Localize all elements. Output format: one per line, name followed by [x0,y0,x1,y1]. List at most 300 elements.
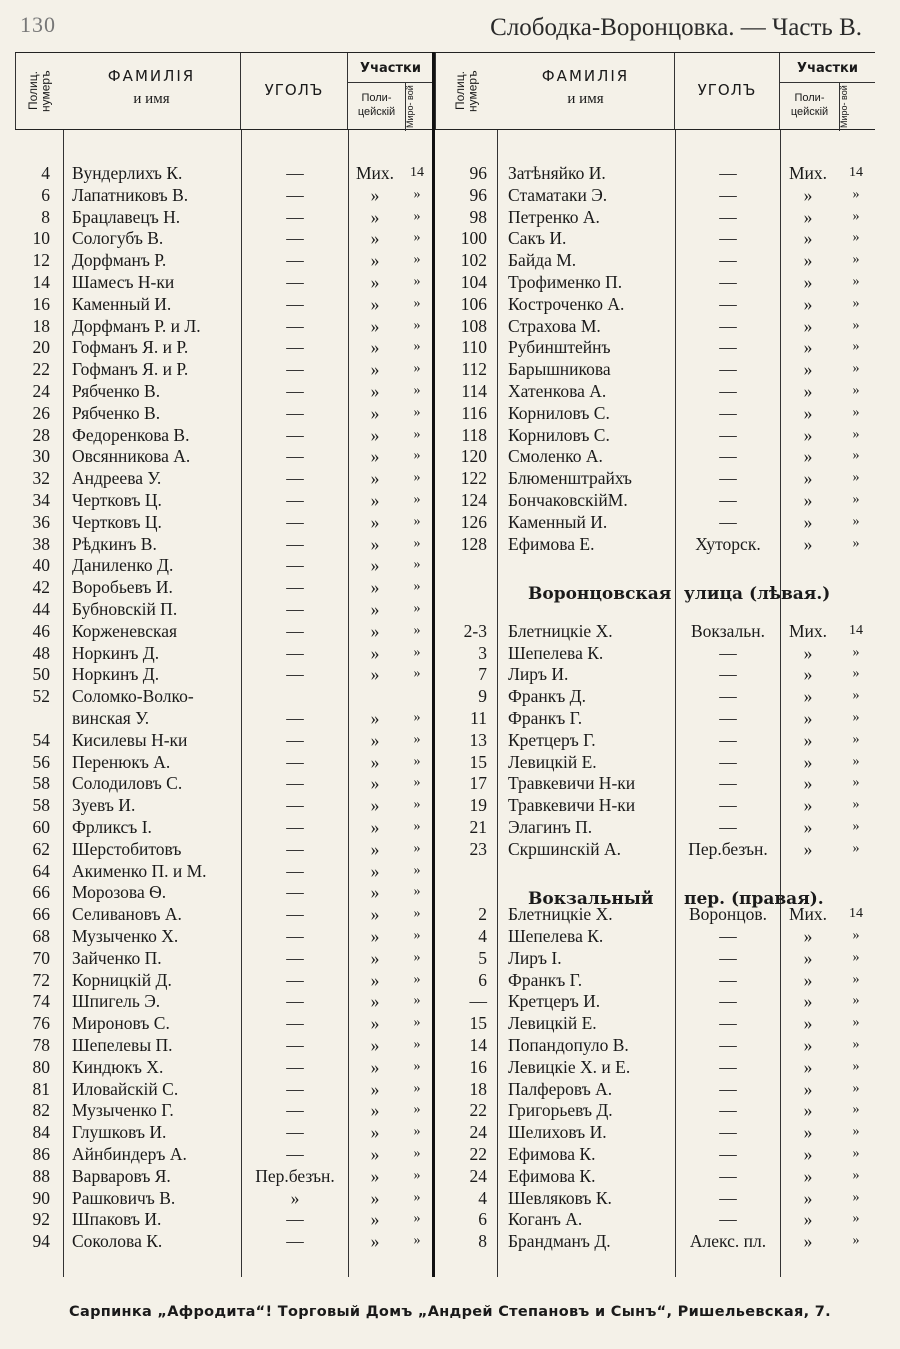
cell-district: » [370,991,380,1012]
cell-num: 19 [469,795,487,816]
cell-num: 100 [460,228,487,249]
cell-corner: — [286,1078,304,1099]
cell-name: Киндюкъ Х. [72,1056,164,1077]
cell-num: 116 [461,402,487,423]
cell-corner: — [286,315,304,336]
cell-mirovoy: » [413,230,421,246]
cell-num: 14 [469,1035,487,1055]
street-heading-suffix: пер. (правая). [684,889,824,910]
cell-name: Шпаковъ И. [72,1209,162,1230]
cell-num: 24 [32,381,50,401]
header-number: Полиц. нумеръ [15,53,63,129]
cell-name: Левицкій Е. [508,1013,597,1034]
cell-name: Кисилевы Н-ки [72,729,188,750]
cell-district: » [803,1122,813,1143]
cell-mirovoy: » [413,644,421,660]
cell-corner: — [719,729,737,750]
cell-district: » [370,1056,380,1077]
cell-num: 112 [461,359,487,380]
cell-num: 88 [32,1165,50,1186]
cell-name: Блетницкіе Х. [508,904,613,925]
cell-mirovoy: » [413,426,421,442]
cell-name: БончаковскійМ. [508,490,628,510]
cell-district: » [803,511,813,532]
cell-name: Брандманъ Д. [508,1231,611,1252]
cell-district: » [370,577,380,598]
cell-district: » [803,1165,813,1186]
cell-corner: — [719,206,737,227]
cell-district: » [370,337,380,358]
cell-district: » [803,490,813,510]
cell-district: » [370,642,380,663]
cell-mirovoy: » [852,993,860,1009]
cell-mirovoy: » [413,1015,421,1031]
cell-name: Скршинскій А. [508,838,622,859]
cell-num: 15 [469,1013,487,1034]
cell-name: Костроченко А. [508,293,625,314]
street-heading-suffix: улица (лѣвая.) [684,584,831,605]
cell-mirovoy: » [852,971,860,987]
cell-district: » [803,729,813,750]
cell-district: » [370,1078,380,1099]
cell-corner: — [719,468,737,489]
cell-corner: — [286,446,304,467]
cell-mirovoy: » [852,1058,860,1074]
cell-district: » [370,1231,380,1252]
cell-corner: — [286,620,304,641]
cell-corner: — [719,795,737,816]
cell-corner: — [719,315,737,336]
cell-name: Шамесъ Н-ки [72,272,175,292]
cell-name: Дорфманъ Р. и Л. [72,315,201,336]
table-header-left [15,52,433,130]
cell-corner: — [286,1144,304,1164]
cell-num: 60 [32,817,50,837]
cell-district: » [370,1209,380,1230]
header-corner: УГОЛЪ [241,53,348,129]
cell-corner: — [286,817,304,837]
cell-corner: — [286,337,304,358]
cell-mirovoy: » [413,383,421,398]
cell-name: Воробьевъ И. [72,577,173,598]
cell-district: » [803,272,813,292]
cell-num: 66 [32,882,50,903]
cell-mirovoy: » [413,1058,421,1074]
cell-name: Даниленко Д. [72,555,174,576]
cell-district: Мих. [355,163,395,183]
cell-mirovoy: » [413,295,421,311]
cell-num: 126 [460,511,487,532]
cell-num: 120 [460,446,487,467]
header-corner: УГОЛЪ [675,53,780,129]
cell-num: 26 [32,402,50,423]
cell-name: Гофманъ Я. и Р. [72,337,189,358]
cell-mirovoy: » [413,1080,421,1096]
cell-district: » [370,1013,380,1034]
cell-num: 5 [478,947,487,968]
cell-num: 46 [32,620,50,641]
cell-corner: Пер.безън. [688,838,768,859]
cell-num: 28 [32,424,50,445]
cell-corner: — [719,1056,737,1077]
cell-district: » [803,533,813,554]
cell-num: 118 [461,424,487,445]
cell-district: » [803,708,813,728]
cell-district: » [370,620,380,641]
cell-district: » [803,1187,813,1208]
cell-corner: — [286,533,304,554]
cell-num: 44 [32,599,50,619]
cell-corner: » [290,1187,300,1208]
cell-name: Каменный И. [72,293,172,314]
cell-corner: — [286,904,304,925]
cell-num: 11 [470,708,487,728]
cell-corner: — [286,468,304,489]
cell-num: 98 [469,206,487,227]
cell-name: Шепелевы П. [72,1035,173,1055]
cell-corner: — [286,882,304,903]
cell-corner: — [286,511,304,532]
cell-district: » [803,337,813,358]
cell-corner: — [286,424,304,445]
cell-district: » [370,446,380,467]
cell-district: Мих. [788,620,828,641]
cell-corner: — [286,991,304,1012]
cell-corner: — [719,1100,737,1121]
cell-name: Кретцеръ Г. [508,729,596,750]
cell-name: Зайченко П. [72,947,162,968]
cell-corner: — [719,969,737,990]
cell-num: 92 [32,1209,50,1230]
cell-district: » [370,1100,380,1121]
cell-num: 96 [469,184,487,205]
cell-mirovoy: » [852,274,860,289]
cell-corner: — [286,184,304,205]
cell-num: 58 [32,795,50,816]
cell-corner: — [286,555,304,576]
cell-district: » [370,729,380,750]
cell-mirovoy: » [413,928,421,943]
cell-mirovoy: 14 [849,165,863,180]
cell-name: Рѣдкинъ В. [72,533,157,554]
cell-corner: — [719,402,737,423]
cell-district: » [370,272,380,292]
cell-district: » [803,1078,813,1099]
cell-mirovoy: » [852,775,860,791]
cell-name: Смоленко А. [508,446,603,467]
cell-name: Барышникова [508,359,611,380]
cell-num: 64 [32,860,50,881]
cell-district: » [370,1122,380,1143]
cell-name: винская У. [72,708,150,728]
cell-num: 8 [41,206,50,227]
cell-num: 82 [32,1100,50,1121]
cell-mirovoy: » [852,252,860,268]
cell-name: Чертковъ Ц. [72,511,162,532]
cell-corner: — [286,490,304,510]
cell-district: » [803,751,813,772]
cell-corner: — [286,860,304,881]
cell-num: 102 [460,250,487,271]
cell-num: 21 [469,817,487,837]
cell-corner: — [719,1122,737,1143]
cell-num: 78 [32,1035,50,1055]
cell-mirovoy: » [413,1037,421,1052]
cell-corner: — [719,926,737,946]
cell-name: Попандопуло В. [508,1035,629,1055]
cell-corner: — [286,577,304,598]
cell-district: » [370,206,380,227]
cell-mirovoy: » [413,862,421,878]
cell-num: 70 [32,947,50,968]
cell-name: Иловайскій С. [72,1078,179,1099]
cell-num: 20 [32,337,50,358]
cell-mirovoy: » [852,513,860,529]
cell-name: Овсянникова А. [72,446,191,467]
cell-name: Франкъ Г. [508,708,583,728]
cell-corner: — [286,1122,304,1143]
cell-num: 56 [32,751,50,772]
cell-num: 9 [478,686,487,707]
cell-mirovoy: » [852,208,860,224]
center-divider [432,52,435,1277]
cell-mirovoy: » [413,252,421,268]
cell-num: 114 [461,381,487,401]
cell-corner: — [719,1013,737,1034]
cell-num: 66 [32,904,50,925]
cell-district: » [803,947,813,968]
cell-mirovoy: » [413,1189,421,1205]
cell-mirovoy: » [852,1015,860,1031]
cell-district: » [803,795,813,816]
cell-corner: — [286,206,304,227]
cell-corner: — [719,381,737,401]
cell-num: 62 [32,838,50,859]
cell-corner: — [286,1100,304,1121]
cell-num: 38 [32,533,50,554]
cell-name: Затѣняйко И. [508,163,606,183]
cell-corner: — [286,228,304,249]
cell-mirovoy: » [852,688,860,704]
cell-corner: — [286,1209,304,1230]
cell-corner: — [286,708,304,728]
cell-mirovoy: » [852,819,860,834]
cell-name: Зуевъ И. [72,795,136,816]
cell-name: Перенюкъ А. [72,751,171,772]
cell-name: Ефимова Е. [508,533,595,554]
cell-num: 17 [469,773,487,794]
cell-district: » [803,1100,813,1121]
cell-mirovoy: » [852,426,860,442]
cell-name: Вундерлихъ К. [72,163,183,183]
cell-mirovoy: » [852,535,860,551]
cell-district: » [370,817,380,837]
cell-name: Рябченко В. [72,402,161,423]
cell-mirovoy: » [852,1211,860,1227]
cell-mirovoy: » [852,1167,860,1183]
cell-name: Левицкій Е. [508,751,597,772]
cell-num: 24 [469,1165,487,1186]
cell-name: Лиръ І. [508,947,562,968]
cell-corner: Алекс. пл. [689,1231,767,1252]
cell-name: Корниловъ С. [508,424,610,445]
cell-name: Шпигель Э. [72,991,161,1012]
cell-mirovoy: » [852,1102,860,1118]
table-header-right [435,52,875,130]
cell-district: » [803,1144,813,1164]
cell-mirovoy: » [413,557,421,573]
cell-district: » [370,947,380,968]
cell-num: 15 [469,751,487,772]
cell-name: Андреева У. [72,468,162,489]
cell-mirovoy: » [852,644,860,660]
cell-name: Сакъ И. [508,228,567,249]
cell-district: » [370,969,380,990]
cell-name: Шелиховъ И. [508,1122,607,1143]
cell-num: 2 [478,904,487,925]
cell-mirovoy: » [413,274,421,289]
cell-mirovoy: » [413,949,421,965]
cell-district: » [803,446,813,467]
cell-mirovoy: » [852,470,860,486]
cell-mirovoy: » [413,993,421,1009]
cell-district: » [803,250,813,271]
cell-num: 52 [32,686,50,707]
cell-name: Петренко А. [508,206,600,227]
cell-district: » [370,315,380,336]
header-number: Полиц. нумеръ [435,53,497,129]
cell-corner: — [286,838,304,859]
cell-district: » [803,206,813,227]
cell-corner: — [719,1187,737,1208]
cell-corner: — [719,773,737,794]
cell-num: 24 [469,1122,487,1143]
cell-name: Айнбиндеръ А. [72,1144,187,1164]
cell-mirovoy: » [852,361,860,377]
cell-num: 18 [469,1078,487,1099]
street-heading: Вокзальный [528,889,654,910]
cell-name: Блюменштрайхъ [508,468,632,489]
cell-mirovoy: » [413,579,421,595]
cell-mirovoy: » [852,840,860,856]
cell-name: Франкъ Д. [508,686,586,707]
cell-district: » [803,1056,813,1077]
cell-num: 40 [32,555,50,576]
cell-corner: — [719,991,737,1012]
cell-mirovoy: » [413,622,421,638]
cell-name: Травкевичи Н-ки [508,773,636,794]
cell-mirovoy: » [852,928,860,943]
cell-num: 14 [32,272,50,292]
cell-mirovoy: » [413,535,421,551]
cell-corner: — [719,424,737,445]
cell-corner: — [286,664,304,685]
column-rule [63,130,64,1277]
column-rule [348,130,349,1277]
cell-name: Григорьевъ Д. [508,1100,613,1121]
cell-name: Шепелева К. [508,642,604,663]
cell-corner: — [719,250,737,271]
cell-district: » [370,250,380,271]
cell-district: » [803,926,813,946]
cell-mirovoy: » [413,513,421,529]
cell-mirovoy: » [852,1146,860,1161]
cell-mirovoy: » [413,1146,421,1161]
cell-district: Мих. [788,163,828,183]
cell-num: 104 [460,272,487,292]
cell-name: Акименко П. и М. [72,860,207,881]
cell-mirovoy: » [852,1124,860,1140]
cell-district: » [370,490,380,510]
cell-name: Брацлавецъ Н. [72,206,181,227]
cell-district: » [370,904,380,925]
cell-district: » [370,1144,380,1164]
cell-num: 6 [478,969,487,990]
cell-mirovoy: » [852,230,860,246]
cell-mirovoy: » [852,448,860,464]
cell-mirovoy: » [413,753,421,769]
cell-district: » [803,969,813,990]
cell-corner: — [286,1056,304,1077]
cell-name: Дорфманъ Р. [72,250,167,271]
cell-num: 36 [32,511,50,532]
cell-mirovoy: 14 [410,165,424,180]
footer-advertisement: Сарпинка „Афродита“! Торговый Домъ „Андрей Степановъ и Сынъ“, Ришельевская, 7. [69,1304,831,1320]
cell-mirovoy: » [413,840,421,856]
cell-district: » [803,686,813,707]
cell-corner: — [286,969,304,990]
cell-name: Гофманъ Я. и Р. [72,359,189,380]
cell-district: » [803,424,813,445]
cell-name: Лапатниковъ В. [72,184,189,205]
cell-name: Франкъ Г. [508,969,583,990]
street-heading: Воронцовская [528,584,672,605]
cell-name: Каменный И. [508,511,608,532]
cell-mirovoy: » [413,470,421,486]
cell-num: 128 [460,533,487,554]
cell-mirovoy: » [852,1233,860,1249]
cell-name: Корниловъ С. [508,402,610,423]
cell-name: Корницкій Д. [72,969,172,990]
cell-num: 76 [32,1013,50,1034]
cell-num: 22 [32,359,50,380]
cell-district: » [370,795,380,816]
cell-mirovoy: » [413,906,421,922]
cell-district: » [803,1013,813,1034]
cell-corner: — [286,1231,304,1252]
cell-num: 12 [32,250,50,271]
cell-name: Стаматаки Э. [508,184,608,205]
cell-corner: — [719,664,737,685]
cell-district: » [370,838,380,859]
cell-mirovoy: » [413,208,421,224]
column-rule [780,130,781,1277]
cell-num: 16 [32,293,50,314]
cell-name: Бубновскій П. [72,599,178,619]
cell-corner: — [719,446,737,467]
cell-name: Коганъ А. [508,1209,583,1230]
cell-district: » [370,184,380,205]
cell-mirovoy: » [413,666,421,682]
cell-corner: — [286,293,304,314]
cell-district: » [803,1035,813,1055]
cell-num: 80 [32,1056,50,1077]
cell-num: 2-3 [463,620,487,641]
cell-corner: — [719,947,737,968]
cell-district: » [370,664,380,685]
cell-mirovoy: 14 [849,622,863,638]
cell-num: 96 [469,163,487,183]
